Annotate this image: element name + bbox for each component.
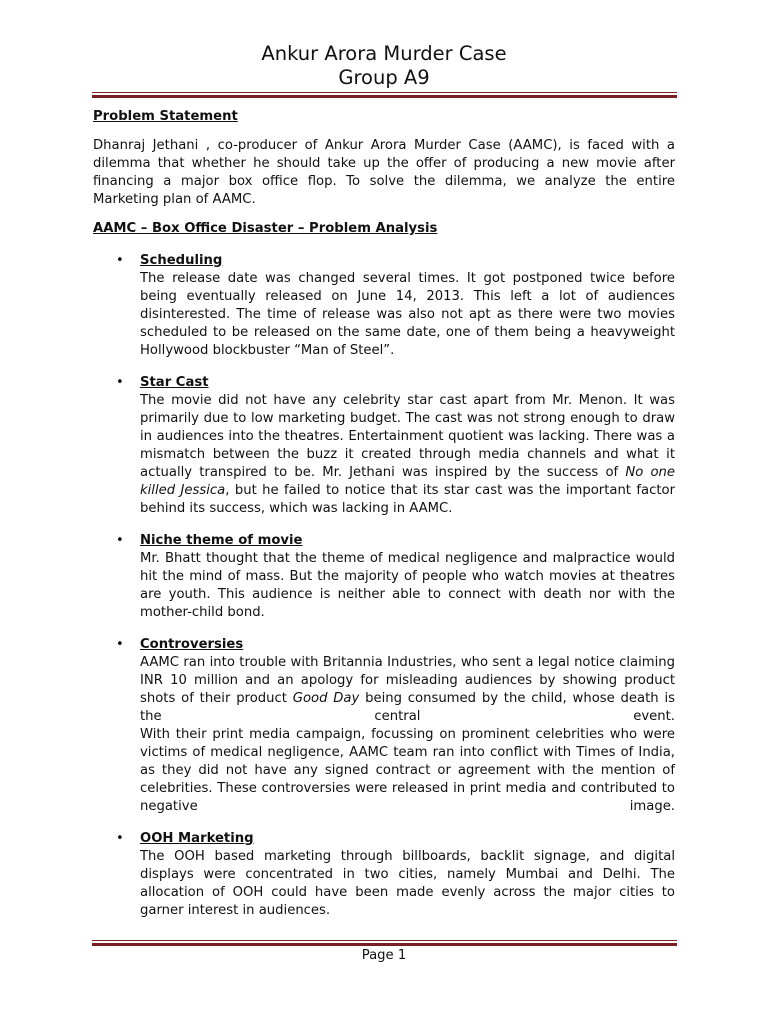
bullet-icon: • (116, 637, 124, 652)
document-body (93, 108, 675, 920)
movie-title-italic: No one killed Jessica (140, 465, 675, 498)
ooh-heading: OOH Marketing (140, 831, 254, 846)
bullet-icon: • (116, 253, 124, 268)
footer-divider (92, 940, 677, 946)
bullet-icon: • (116, 533, 124, 548)
problem-paragraph: Dhanraj Jethani , co-producer of Ankur Arora Murder Case (AAMC), is faced with a dilemma that whether he should take up the offer of producing a new movie after financing a major box office flop. To solve the dilemma, we analyze the entire Marketing plan of AAMC. (93, 138, 675, 207)
page-number: Page 1 (361, 948, 407, 963)
document-title: Ankur Arora Murder Case (261, 42, 507, 65)
list-item-ooh-marketing (93, 830, 675, 920)
problem-heading: Problem Statement (93, 109, 238, 124)
controversies-paragraph-2: With their print media campaign, focussing on prominent celebrities who were victims of medical negligence, AAMC team ran into conflict with Times of India, as they did not have any signed contract or agreement with the mention of celebrities. These controversies were released in print media and contributed to negative image. (140, 727, 675, 814)
controversies-paragraph: AAMC ran into trouble with Britannia Industries, who sent a legal notice claiming INR 10 million and an apology for misleading audiences by showing product shots of their product Good Day being consumed by the child, whose death is the central event. (140, 655, 675, 724)
niche-heading: Niche theme of movie (140, 533, 303, 548)
controversies-heading: Controversies (140, 637, 244, 652)
header-divider (92, 92, 677, 98)
list-item-controversies (93, 636, 675, 816)
list-item-niche-theme (93, 532, 675, 622)
scheduling-paragraph: The release date was changed several times. It got postponed twice before being eventually released on June 14, 2013. This left a lot of audiences disinterested. The time of release was also not apt as there were two movies scheduled to be released on the same date, one of them being a heavyweight Hollywood blockbuster “Man of Steel”. (140, 271, 675, 358)
product-name-italic: Good Day (292, 691, 360, 706)
star-cast-paragraph: The movie did not have any celebrity star cast apart from Mr. Menon. It was primarily due to low marketing budget. The cast was not strong enough to draw in audiences into the theatres. Entertainment quotient was lacking. There was a mismatch between the buzz it created through media channels and what it actually transpired to be. Mr. Jethani was inspired by the success of No one killed Jessica, but he failed to notice that its star cast was the important factor behind its success, which was lacking in AAMC. (140, 393, 676, 516)
ooh-paragraph: The OOH based marketing through billboards, backlit signage, and digital displays were concentrated in two cities, namely Mumbai and Delhi. The allocation of OOH could have been made evenly across the major cities to garner interest in audiences. (140, 849, 675, 918)
scheduling-heading: Scheduling (140, 253, 223, 268)
list-item-scheduling (93, 252, 675, 360)
list-item-star-cast (93, 374, 675, 518)
star-cast-heading: Star Cast (140, 375, 209, 390)
bullet-icon: • (116, 831, 124, 846)
analysis-heading: AAMC – Box Office Disaster – Problem Analysis (93, 221, 438, 236)
bullet-icon: • (116, 375, 124, 390)
niche-paragraph: Mr. Bhatt thought that the theme of medical negligence and malpractice would hit the mind of mass. But the majority of people who watch movies at theatres are youth. This audience is neither able to connect with death nor with the mother-child bond. (140, 551, 675, 620)
group-label: Group A9 (338, 66, 430, 89)
